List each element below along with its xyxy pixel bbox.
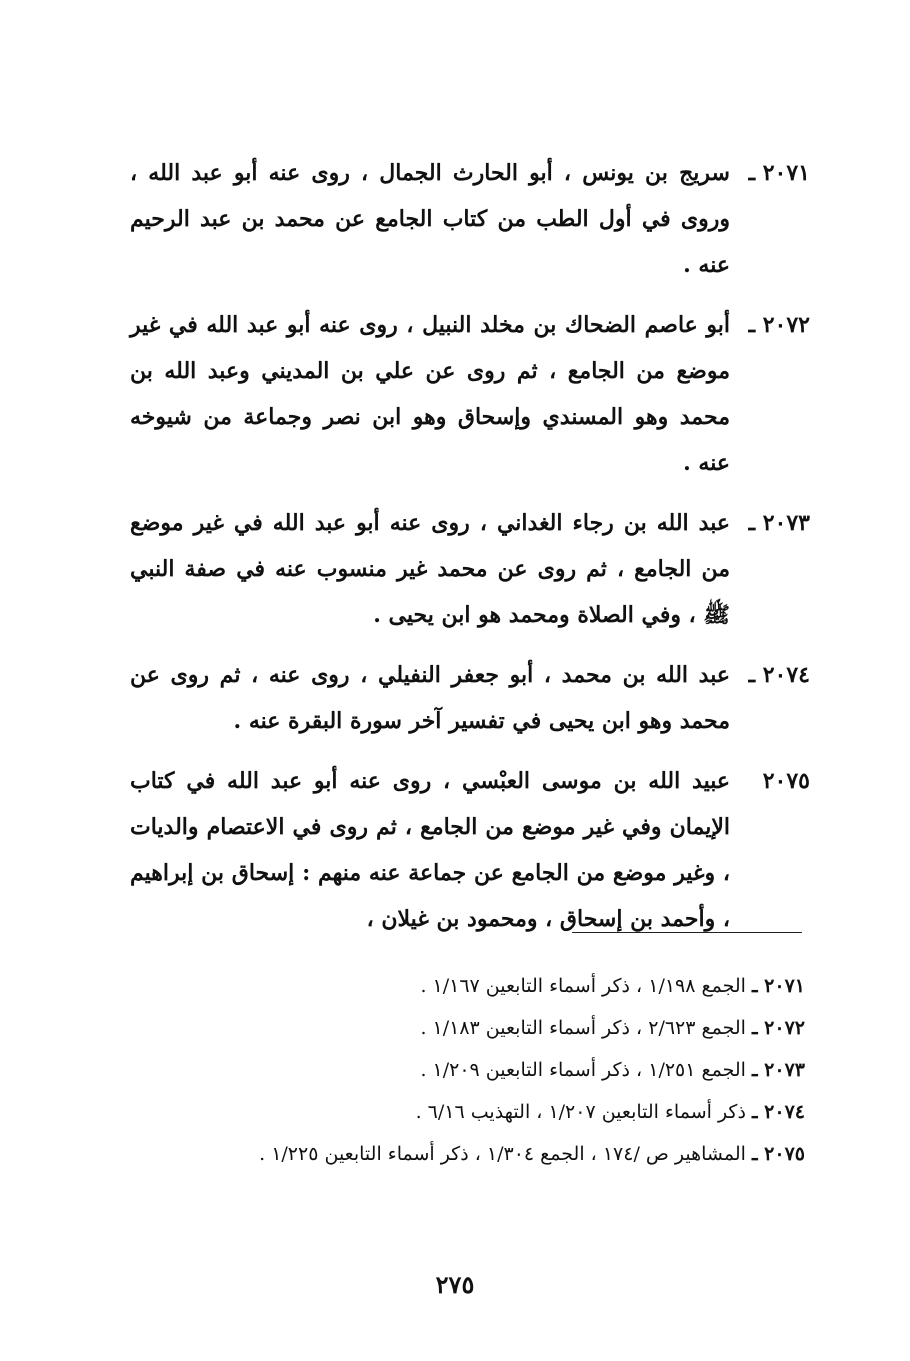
footnote-text: الجمع ١/١٩٨ ، ذكر أسماء التابعين ١/١٦٧ . (420, 975, 746, 997)
entry-number: ٢٠٧٤ ـ (748, 662, 810, 688)
entry-text: أبو عاصم الضحاك بن مخلد النبيل ، روى عنه أبو عبد الله في غير موضع من الجامع ، ثم روى عن علي بن المديني وعبد الله بن محمد وهو المسندي وإسحاق وهو ابن نصر وجماعة من شيوخه عنه . (130, 312, 730, 476)
footnote-text: الجمع ١/٢٥١ ، ذكر أسماء التابعين ١/٢٠٩ . (420, 1059, 746, 1081)
footnote-2072 (125, 1007, 805, 1049)
footnote-text: ذكر أسماء التابعين ١/٢٠٧ ، التهذيب ٦/١٦ . (415, 1101, 746, 1123)
footnote-2071 (125, 965, 805, 1007)
entry-number: ٢٠٧١ ـ (748, 160, 810, 186)
entry-text: عبد الله بن محمد ، أبو جعفر النفيلي ، روى عنه ، ثم روى عن محمد وهو ابن يحيى في تفسير آخر سورة البقرة عنه . (130, 662, 730, 734)
footnote-number: ٢٠٧٣ ـ (751, 1059, 805, 1081)
footnote-text: المشاهير ص /١٧٤ ، الجمع ١/٣٠٤ ، ذكر أسماء التابعين ١/٢٢٥ . (259, 1143, 746, 1165)
entry-number: ٢٠٧٢ ـ (748, 312, 810, 338)
footnote-divider (572, 932, 802, 933)
entry-2071 (130, 150, 810, 288)
entry-text: عبيد الله بن موسى العبْسي ، روى عنه أبو عبد الله في كتاب الإيمان وفي غير موضع من الجامع ، ثم روى في الاعتصام والديات ، وغير موضع من الجامع عن جماعة عنه منهم : إسحاق بن إبراهيم ، وأحمد بن إسحاق ، ومحمود بن غيلان ، (130, 768, 730, 932)
footnote-text: الجمع ٢/٦٢٣ ، ذكر أسماء التابعين ١/١٨٣ . (420, 1017, 746, 1039)
entry-2074 (130, 652, 810, 744)
footnote-2074 (125, 1091, 805, 1133)
footnote-number: ٢٠٧٢ ـ (751, 1017, 805, 1039)
entry-2072 (130, 302, 810, 486)
entry-number: ٢٠٧٣ ـ (748, 510, 810, 536)
entry-number: ٢٠٧٥ (762, 768, 810, 794)
footnote-number: ٢٠٧١ ـ (751, 975, 805, 997)
footnote-number: ٢٠٧٥ ـ (751, 1143, 805, 1165)
footnote-2073 (125, 1049, 805, 1091)
entry-2073 (130, 500, 810, 638)
footnote-2075 (125, 1133, 805, 1175)
footnote-number: ٢٠٧٤ ـ (751, 1101, 805, 1123)
biography-entries (130, 150, 810, 956)
entry-text: عبد الله بن رجاء الغداني ، روى عنه أبو عبد الله في غير موضع من الجامع ، ثم روى عن محمد غير منسوب عنه في صفة النبي ﷺ ، وفي الصلاة ومحمد هو ابن يحيى . (130, 510, 730, 628)
footnotes (125, 965, 805, 1175)
page-number: ٢٧٥ (435, 1270, 475, 1299)
entry-2075 (130, 758, 810, 942)
entry-text: سريج بن يونس ، أبو الحارث الجمال ، روى عنه أبو عبد الله ، وروى في أول الطب من كتاب الجامع عن محمد بن عبد الرحيم عنه . (130, 160, 730, 278)
